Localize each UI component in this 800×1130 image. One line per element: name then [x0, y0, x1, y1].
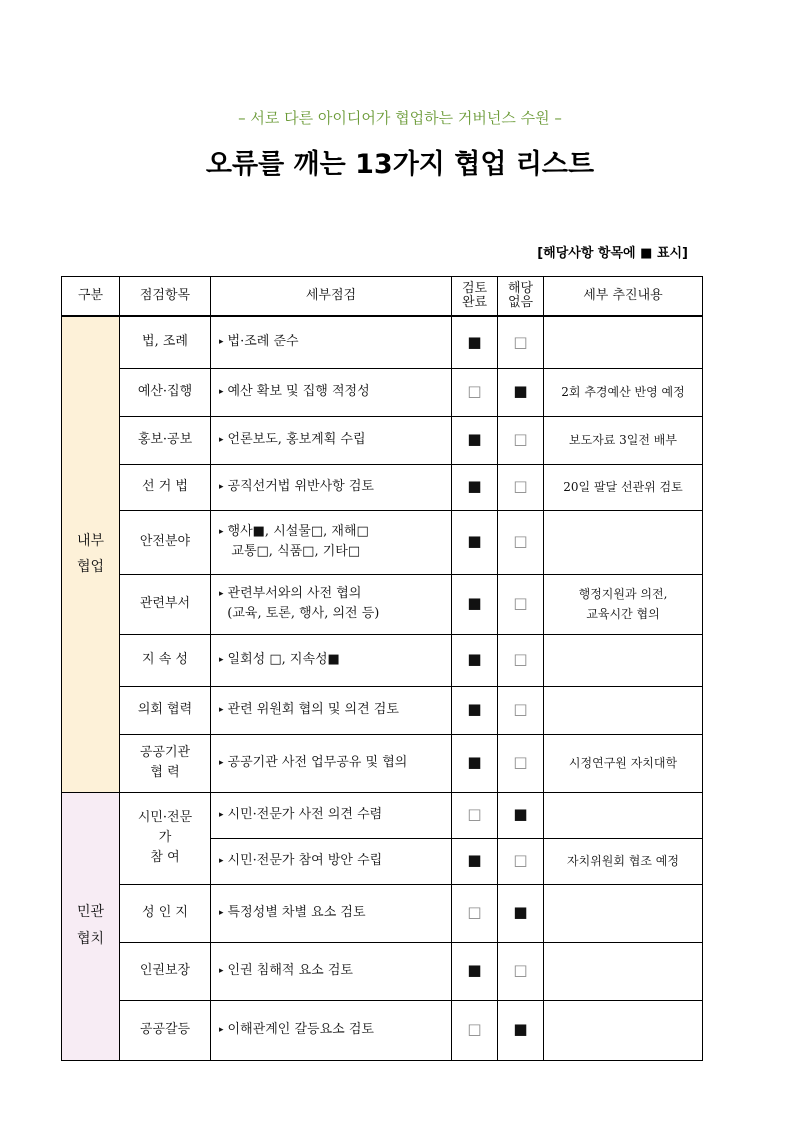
- bullet-icon: ▸: [219, 1024, 224, 1035]
- table-row: [62, 942, 703, 1000]
- note-cell: [544, 686, 703, 734]
- table-row: [62, 368, 703, 416]
- table-row: [62, 316, 703, 368]
- detail-cell: ▸ 언론보도, 홍보계획 수립: [211, 416, 452, 464]
- na-checkbox[interactable]: □: [498, 316, 544, 368]
- done-checkbox[interactable]: ■: [452, 416, 498, 464]
- item-cell: 홍보·공보: [120, 416, 211, 464]
- legend-note: [해당사항 항목에 ■ 표시]: [537, 246, 688, 261]
- detail-cell: ▸ 행사■, 시설물□, 재해□ 교통□, 식품□, 기타□: [211, 510, 452, 574]
- done-checkbox[interactable]: □: [452, 368, 498, 416]
- note-cell: 보도자료 3일전 배부: [544, 416, 703, 464]
- done-checkbox[interactable]: □: [452, 1000, 498, 1060]
- item-cell: 성 인 지: [120, 884, 211, 942]
- done-checkbox[interactable]: □: [452, 792, 498, 838]
- header-category: 구분: [62, 277, 120, 317]
- na-checkbox[interactable]: □: [498, 574, 544, 634]
- bullet-icon: ▸: [219, 481, 224, 492]
- note-cell: 행정지원과 의전, 교육시간 협의: [544, 574, 703, 634]
- bullet-icon: ▸: [219, 526, 224, 537]
- na-checkbox[interactable]: □: [498, 686, 544, 734]
- bullet-icon: ▸: [219, 809, 224, 820]
- item-cell: 시민·전문 가 참 여: [120, 792, 211, 884]
- note-cell: [544, 1000, 703, 1060]
- na-checkbox[interactable]: □: [498, 416, 544, 464]
- item-cell: 공공갈등: [120, 1000, 211, 1060]
- page-title: 오류를 깨는 13가지 협업 리스트: [205, 149, 595, 180]
- na-checkbox[interactable]: ■: [498, 1000, 544, 1060]
- detail-cell: ▸ 특정성별 차별 요소 검토: [211, 884, 452, 942]
- table-row: [62, 734, 703, 792]
- bullet-icon: ▸: [219, 757, 224, 768]
- done-checkbox[interactable]: ■: [452, 634, 498, 686]
- note-cell: [544, 316, 703, 368]
- done-checkbox[interactable]: ■: [452, 838, 498, 884]
- done-checkbox[interactable]: ■: [452, 316, 498, 368]
- header-item: 점검항목: [120, 277, 211, 317]
- bullet-icon: ▸: [219, 654, 224, 665]
- done-checkbox[interactable]: ■: [452, 686, 498, 734]
- table-row: [62, 464, 703, 510]
- category-private: 민관 협치: [62, 792, 120, 1060]
- na-checkbox[interactable]: ■: [498, 884, 544, 942]
- bullet-icon: ▸: [219, 965, 224, 976]
- detail-cell: ▸ 예산 확보 및 집행 적정성: [211, 368, 452, 416]
- header-detail: 세부점검: [211, 277, 452, 317]
- item-cell: 의회 협력: [120, 686, 211, 734]
- note-cell: 시정연구원 자치대학: [544, 734, 703, 792]
- detail-cell: ▸ 이해관계인 갈등요소 검토: [211, 1000, 452, 1060]
- detail-cell: ▸ 인권 침해적 요소 검토: [211, 942, 452, 1000]
- table-row: [62, 792, 703, 838]
- done-checkbox[interactable]: ■: [452, 942, 498, 1000]
- table-header-row: [62, 277, 703, 317]
- note-cell: [544, 634, 703, 686]
- table-row: [62, 686, 703, 734]
- done-checkbox[interactable]: ■: [452, 510, 498, 574]
- na-checkbox[interactable]: □: [498, 942, 544, 1000]
- na-checkbox[interactable]: ■: [498, 368, 544, 416]
- detail-cell: ▸ 일회성 □, 지속성■: [211, 634, 452, 686]
- table-row: [62, 574, 703, 634]
- bullet-icon: ▸: [219, 386, 224, 397]
- item-cell: 공공기관 협 력: [120, 734, 211, 792]
- detail-cell: ▸ 관련부서와의 사전 협의 (교육, 토론, 행사, 의전 등): [211, 574, 452, 634]
- na-checkbox[interactable]: □: [498, 734, 544, 792]
- detail-cell: ▸ 시민·전문가 사전 의견 수렴: [211, 792, 452, 838]
- bullet-icon: ▸: [219, 434, 224, 445]
- na-checkbox[interactable]: ■: [498, 792, 544, 838]
- item-cell: 안전분야: [120, 510, 211, 574]
- table-row: [62, 634, 703, 686]
- detail-cell: ▸ 관련 위원회 협의 및 의견 검토: [211, 686, 452, 734]
- item-cell: 관련부서: [120, 574, 211, 634]
- table-row: [62, 884, 703, 942]
- table-row: [62, 1000, 703, 1060]
- item-cell: 인권보장: [120, 942, 211, 1000]
- bullet-icon: ▸: [219, 907, 224, 918]
- detail-cell: ▸ 공공기관 사전 업무공유 및 협의: [211, 734, 452, 792]
- note-cell: 자치위원회 협조 예정: [544, 838, 703, 884]
- header-na: 해당 없음: [498, 277, 544, 317]
- bullet-icon: ▸: [219, 704, 224, 715]
- header-notes: 세부 추진내용: [544, 277, 703, 317]
- table-row: [62, 416, 703, 464]
- done-checkbox[interactable]: ■: [452, 464, 498, 510]
- na-checkbox[interactable]: □: [498, 464, 544, 510]
- checklist-table: [61, 276, 703, 1061]
- done-checkbox[interactable]: ■: [452, 574, 498, 634]
- item-cell: 법, 조례: [120, 316, 211, 368]
- done-checkbox[interactable]: ■: [452, 734, 498, 792]
- category-internal: 내부 협업: [62, 316, 120, 792]
- table-row: [62, 510, 703, 574]
- detail-cell: ▸ 시민·전문가 참여 방안 수립: [211, 838, 452, 884]
- note-cell: [544, 510, 703, 574]
- bullet-icon: ▸: [219, 337, 224, 348]
- bullet-icon: ▸: [219, 588, 224, 599]
- header-done: 검토 완료: [452, 277, 498, 317]
- item-cell: 지 속 성: [120, 634, 211, 686]
- detail-cell: ▸ 법·조례 준수: [211, 316, 452, 368]
- detail-cell: ▸ 공직선거법 위반사항 검토: [211, 464, 452, 510]
- na-checkbox[interactable]: □: [498, 838, 544, 884]
- na-checkbox[interactable]: □: [498, 510, 544, 574]
- na-checkbox[interactable]: □: [498, 634, 544, 686]
- note-cell: 20일 팔달 선관위 검토: [544, 464, 703, 510]
- note-cell: 2회 추경예산 반영 예정: [544, 368, 703, 416]
- item-cell: 선 거 법: [120, 464, 211, 510]
- page-subtitle: – 서로 다른 아이디어가 협업하는 거버넌스 수원 –: [238, 109, 562, 127]
- note-cell: [544, 884, 703, 942]
- note-cell: [544, 942, 703, 1000]
- note-cell: [544, 792, 703, 838]
- item-cell: 예산·집행: [120, 368, 211, 416]
- bullet-icon: ▸: [219, 855, 224, 866]
- done-checkbox[interactable]: □: [452, 884, 498, 942]
